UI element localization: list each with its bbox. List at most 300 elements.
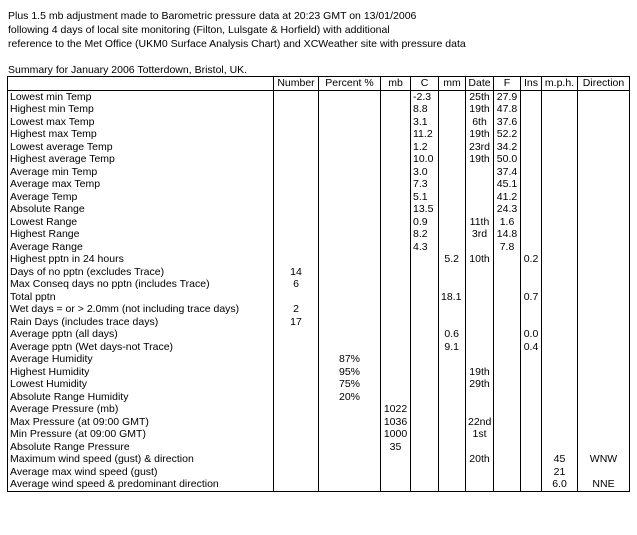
header-cell: mb [381,77,411,91]
cell-date: 19th [466,366,494,379]
cell-f: 1.6 [494,216,521,229]
cell-ins [521,191,542,204]
cell-mb [381,90,411,103]
table-row [8,216,630,229]
cell-dir [578,353,630,366]
cell-dir [578,228,630,241]
cell-c: 8.8 [411,103,439,116]
cell-dir [578,178,630,191]
cell-date: 22nd [466,416,494,429]
table-row [8,441,630,454]
header-cell: Direction [578,77,630,91]
cell-dir [578,191,630,204]
header-cell: mm [439,77,466,91]
cell-mm [439,216,466,229]
cell-c [411,328,439,341]
cell-percent [319,241,381,254]
summary-table [7,76,630,492]
cell-ins [521,278,542,291]
cell-mb [381,453,411,466]
cell-date: 20th [466,453,494,466]
cell-f [494,378,521,391]
cell-c: 10.0 [411,153,439,166]
table-row [8,478,630,491]
cell-mph [542,303,578,316]
cell-c: 0.9 [411,216,439,229]
cell-f: 7.8 [494,241,521,254]
cell-mm [439,90,466,103]
cell-mb [381,241,411,254]
cell-ins [521,478,542,491]
cell-dir [578,303,630,316]
table-row [8,378,630,391]
cell-mb: 1022 [381,403,411,416]
cell-mm [439,428,466,441]
cell-mm [439,403,466,416]
cell-f [494,416,521,429]
cell-dir [578,416,630,429]
cell-date [466,316,494,329]
cell-ins [521,428,542,441]
cell-percent [319,203,381,216]
row-label: Lowest Humidity [8,378,274,391]
header-cell [8,77,274,91]
cell-f [494,291,521,304]
cell-mb [381,316,411,329]
cell-number [274,141,319,154]
cell-percent [319,103,381,116]
cell-mb [381,228,411,241]
cell-mph [542,266,578,279]
cell-date [466,203,494,216]
table-row [8,90,630,103]
cell-mm [439,453,466,466]
cell-c [411,278,439,291]
table-row [8,241,630,254]
cell-percent [319,303,381,316]
row-label: Highest max Temp [8,128,274,141]
cell-percent: 87% [319,353,381,366]
cell-mph [542,228,578,241]
table-row [8,303,630,316]
row-label: Average pptn (Wet days-not Trace) [8,341,274,354]
cell-number [274,478,319,491]
cell-ins [521,378,542,391]
table-row [8,366,630,379]
cell-f [494,328,521,341]
cell-number [274,441,319,454]
header-cell: Ins [521,77,542,91]
cell-number [274,191,319,204]
cell-dir [578,216,630,229]
cell-dir [578,328,630,341]
cell-c: 11.2 [411,128,439,141]
row-label: Absolute Range [8,203,274,216]
table-row [8,103,630,116]
cell-c: 7.3 [411,178,439,191]
cell-mm [439,153,466,166]
table-row [8,466,630,479]
cell-date [466,266,494,279]
cell-number [274,128,319,141]
cell-mb [381,153,411,166]
cell-number [274,353,319,366]
cell-ins [521,128,542,141]
cell-mb [381,341,411,354]
row-label: Maximum wind speed (gust) & direction [8,453,274,466]
cell-date [466,278,494,291]
cell-c: 4.3 [411,241,439,254]
cell-number [274,403,319,416]
cell-percent [319,328,381,341]
cell-date: 6th [466,116,494,129]
cell-dir [578,366,630,379]
cell-mph [542,166,578,179]
cell-ins [521,466,542,479]
cell-mm [439,303,466,316]
cell-mb [381,353,411,366]
cell-ins [521,403,542,416]
cell-date [466,166,494,179]
cell-number [274,90,319,103]
cell-ins [521,353,542,366]
cell-percent [319,191,381,204]
cell-f [494,453,521,466]
header-cell: Percent % [319,77,381,91]
cell-percent [319,316,381,329]
cell-percent [319,141,381,154]
cell-dir: WNW [578,453,630,466]
row-label: Average Temp [8,191,274,204]
cell-dir [578,253,630,266]
cell-number [274,428,319,441]
cell-percent [319,253,381,266]
cell-date: 29th [466,378,494,391]
cell-dir [578,153,630,166]
cell-mph [542,291,578,304]
cell-c [411,416,439,429]
cell-dir [578,141,630,154]
cell-f: 50.0 [494,153,521,166]
cell-dir [578,341,630,354]
cell-mm [439,116,466,129]
row-label: Max Pressure (at 09:00 GMT) [8,416,274,429]
summary-body [8,90,630,491]
intro-note [8,9,466,51]
cell-date [466,341,494,354]
cell-f [494,478,521,491]
cell-mm [439,241,466,254]
cell-c [411,316,439,329]
cell-ins: 0.7 [521,291,542,304]
cell-date [466,303,494,316]
cell-mb [381,278,411,291]
cell-number [274,391,319,404]
cell-mm [439,203,466,216]
cell-percent [319,466,381,479]
row-label: Absolute Range Humidity [8,391,274,404]
cell-number [274,241,319,254]
cell-ins [521,366,542,379]
cell-date: 25th [466,90,494,103]
cell-mb [381,378,411,391]
cell-ins [521,241,542,254]
cell-date [466,291,494,304]
cell-f [494,466,521,479]
cell-mm [439,441,466,454]
cell-percent [319,478,381,491]
cell-ins [521,228,542,241]
cell-c [411,428,439,441]
cell-date [466,328,494,341]
cell-number: 2 [274,303,319,316]
cell-percent [319,441,381,454]
cell-date: 19th [466,153,494,166]
cell-f [494,278,521,291]
cell-mm [439,166,466,179]
cell-mph [542,216,578,229]
cell-date [466,391,494,404]
cell-dir: NNE [578,478,630,491]
table-row [8,128,630,141]
row-label: Average max Temp [8,178,274,191]
cell-dir [578,90,630,103]
table-row [8,266,630,279]
cell-mph [542,241,578,254]
cell-mm [439,228,466,241]
cell-percent [319,341,381,354]
table-row [8,141,630,154]
cell-number [274,341,319,354]
cell-ins [521,416,542,429]
cell-number [274,328,319,341]
cell-mph: 45 [542,453,578,466]
cell-percent [319,153,381,166]
cell-mb: 1000 [381,428,411,441]
cell-mb [381,466,411,479]
table-row [8,428,630,441]
cell-dir [578,466,630,479]
cell-mm [439,141,466,154]
intro-line: reference to the Met Office (UKM0 Surface Analysis Chart) and XCWeather site with pressure data [8,38,466,50]
cell-mb [381,266,411,279]
cell-number [274,228,319,241]
cell-mb: 1036 [381,416,411,429]
cell-ins [521,166,542,179]
cell-c [411,441,439,454]
table-row [8,291,630,304]
cell-f: 45.1 [494,178,521,191]
cell-dir [578,391,630,404]
cell-c [411,303,439,316]
cell-number [274,366,319,379]
cell-date: 23rd [466,141,494,154]
cell-percent: 20% [319,391,381,404]
cell-number [274,166,319,179]
table-row [8,253,630,266]
table-row [8,166,630,179]
cell-c [411,266,439,279]
cell-percent [319,178,381,191]
cell-percent [319,291,381,304]
cell-percent [319,90,381,103]
cell-number: 14 [274,266,319,279]
table-row [8,328,630,341]
cell-mm [439,278,466,291]
cell-dir [578,103,630,116]
table-row [8,403,630,416]
row-label: Wet days = or > 2.0mm (not including trace days) [8,303,274,316]
cell-date: 3rd [466,228,494,241]
cell-c [411,453,439,466]
cell-ins: 0.0 [521,328,542,341]
cell-mph [542,366,578,379]
row-label: Average pptn (all days) [8,328,274,341]
row-label: Average wind speed & predominant direction [8,478,274,491]
cell-date [466,441,494,454]
cell-ins: 0.4 [521,341,542,354]
header-cell: C [411,77,439,91]
cell-percent [319,116,381,129]
cell-mm [439,128,466,141]
cell-mph: 6.0 [542,478,578,491]
cell-mb [381,253,411,266]
cell-ins [521,178,542,191]
row-label: Highest average Temp [8,153,274,166]
cell-f: 37.6 [494,116,521,129]
cell-mph [542,416,578,429]
table-row [8,316,630,329]
cell-mph [542,203,578,216]
cell-ins [521,441,542,454]
cell-mph [542,153,578,166]
cell-date [466,178,494,191]
cell-f [494,403,521,416]
table-row [8,228,630,241]
cell-ins [521,316,542,329]
cell-date: 19th [466,128,494,141]
cell-mm [439,478,466,491]
cell-c [411,391,439,404]
cell-mb [381,178,411,191]
cell-dir [578,441,630,454]
cell-mb [381,116,411,129]
cell-mb [381,216,411,229]
cell-number [274,416,319,429]
row-label: Absolute Range Pressure [8,441,274,454]
cell-mph [542,103,578,116]
cell-dir [578,166,630,179]
cell-dir [578,266,630,279]
cell-mm: 18.1 [439,291,466,304]
cell-number [274,466,319,479]
cell-f [494,316,521,329]
cell-mph [542,116,578,129]
summary-caption: Summary for January 2006 Totterdown, Bristol, UK. [8,64,248,76]
header-cell: Number [274,77,319,91]
cell-number [274,203,319,216]
cell-ins [521,103,542,116]
cell-f [494,391,521,404]
cell-date [466,466,494,479]
cell-date [466,478,494,491]
cell-number [274,153,319,166]
cell-mph [542,328,578,341]
cell-c [411,378,439,391]
cell-mb [381,366,411,379]
cell-dir [578,291,630,304]
cell-number [274,103,319,116]
row-label: Highest Range [8,228,274,241]
cell-c [411,253,439,266]
row-label: Rain Days (includes trace days) [8,316,274,329]
cell-ins [521,216,542,229]
row-label: Highest Humidity [8,366,274,379]
cell-ins [521,141,542,154]
intro-line: following 4 days of local site monitoring (Filton, Lulsgate & Horfield) with additional [8,24,390,36]
cell-f: 27.9 [494,90,521,103]
cell-c: 8.2 [411,228,439,241]
cell-mph [542,353,578,366]
cell-mm [439,416,466,429]
cell-c [411,478,439,491]
cell-date: 10th [466,253,494,266]
cell-mph [542,378,578,391]
cell-mph [542,441,578,454]
table-row [8,416,630,429]
cell-c [411,366,439,379]
cell-mb [381,478,411,491]
row-label: Lowest min Temp [8,90,274,103]
cell-percent [319,403,381,416]
cell-c: 13.5 [411,203,439,216]
cell-mm: 9.1 [439,341,466,354]
cell-c [411,291,439,304]
table-row [8,341,630,354]
cell-c: 3.1 [411,116,439,129]
cell-number: 6 [274,278,319,291]
cell-f [494,441,521,454]
cell-date [466,353,494,366]
table-row [8,391,630,404]
cell-mph [542,278,578,291]
cell-f: 24.3 [494,203,521,216]
row-label: Days of no pptn (excludes Trace) [8,266,274,279]
cell-mb [381,191,411,204]
cell-mm [439,366,466,379]
cell-c: 1.2 [411,141,439,154]
cell-mm [439,353,466,366]
cell-percent [319,228,381,241]
cell-number [274,178,319,191]
cell-date: 11th [466,216,494,229]
row-label: Highest pptn in 24 hours [8,253,274,266]
cell-mph: 21 [542,466,578,479]
table-row [8,178,630,191]
cell-dir [578,241,630,254]
table-row [8,153,630,166]
cell-percent [319,453,381,466]
cell-mph [542,90,578,103]
cell-mb [381,291,411,304]
cell-f [494,253,521,266]
cell-ins [521,116,542,129]
cell-ins [521,391,542,404]
cell-percent [319,216,381,229]
row-label: Lowest max Temp [8,116,274,129]
cell-ins [521,153,542,166]
cell-number [274,453,319,466]
